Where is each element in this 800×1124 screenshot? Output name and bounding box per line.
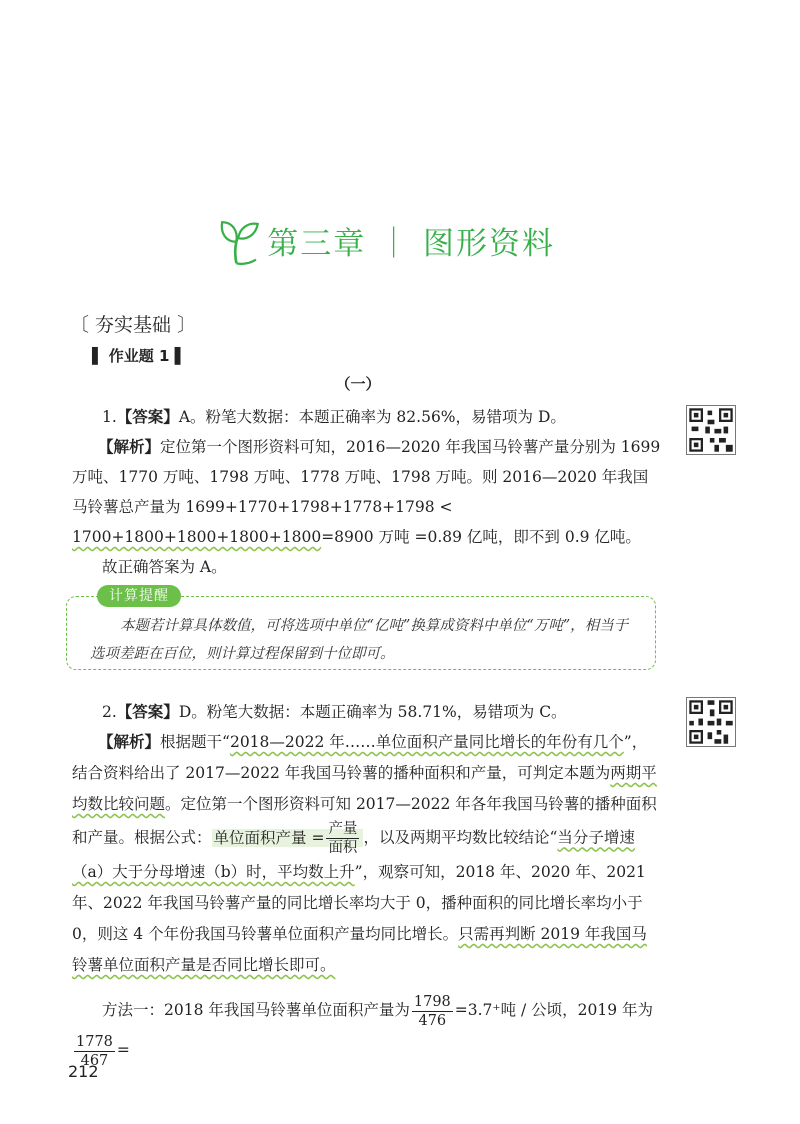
chapter-heading [215, 210, 555, 270]
sprout-icon [215, 212, 261, 268]
homework-title: ▌ 作业题 1 ▌ [92, 347, 187, 365]
section-title: 〔 夯实基础 〕 [70, 314, 197, 336]
q2-method-one: 方法一：2018 年我国马铃薯单位面积产量为 $\frac{1798}{476}$ =3.7⁺吨 / 公顷，2019 年为 $\frac{1778}{467}$ = [76, 993, 654, 1069]
formula-fraction: $\frac{\text{产量}}{\text{面积}}$ [328, 821, 358, 856]
q1-analysis: 【解析】定位第一个图形资料可知，2016—2020 年我国马铃薯产量分别为 1699 万吨、1770 万吨、1798 万吨、1778 万吨、1798 万吨。则 2016—2020 年我国马铃薯总产量为 1699+1770+1798+1778+1798 < 1700+1800+1800+1800+1800=8900 万吨 =0.89 亿吨，即不到 0.9 亿吨。 [72, 438, 661, 546]
q2-answer: 2.【答案】D。粉笔大数据：本题正确率为 58.71%，易错项为 C。 [102, 703, 567, 721]
q1-conclusion: 故正确答案为 A。 [102, 558, 227, 576]
page-number: 212 [68, 1062, 99, 1081]
q2-analysis: 【解析】根据题干“2018—2022 年……单位面积产量同比增长的年份有几个”，结合资料给出了 2017—2022 年我国马铃薯的播种面积和产量，可判定本题为两期平均数比较问题。定位第一个图形资料可知 2017—2022 年各年我国马铃薯的播种面积和产量。根据公式： 单位面积产量 = $\frac{\text{产量}}{\text{面积}}$ ，以及两期平均数比较结论“当分子增速（a）大于分母增速（b）时，平均数上升”，观察可知，2018 年、2020 年、2021 年、2022 年我国马铃薯产量的同比增长率均大于 0，播种面积的同比增长率均小于 0，则这 4 个年份我国马铃薯单位面积产量均同比增长。只需再判断 2019 年我国马铃薯单位面积产量是否同比增长即可。 [72, 733, 657, 974]
calc-tip-text: 本题若计算具体数值，可将选项中单位“亿吨”换算成资料中单位“万吨”，相当于选项差距在百位，则计算过程保留到十位即可。 [90, 618, 629, 662]
answer-tag: 【答案】 [116, 703, 179, 721]
part-title: （一） [335, 375, 381, 393]
qr-code-q1[interactable] [686, 405, 736, 455]
qr-code-q2[interactable] [686, 697, 736, 747]
analysis-tag: 【解析】 [98, 733, 161, 751]
chapter-title: 第三章 ｜ 图形资料 [267, 225, 555, 262]
calc-tip-label: 计算提醒 [97, 585, 181, 607]
analysis-tag: 【解析】 [98, 438, 161, 456]
answer-tag: 【答案】 [116, 408, 179, 426]
qr-code-icon [687, 698, 735, 746]
fraction-2018: $\frac{1798}{476}$ [413, 993, 451, 1029]
formula: 单位面积产量 = $\frac{\text{产量}}{\text{面积}}$ [212, 829, 364, 847]
q1-answer: 1.【答案】A。粉笔大数据：本题正确率为 82.56%，易错项为 D。 [102, 408, 566, 426]
fraction-2019: $\frac{1778}{467}$ [76, 1033, 113, 1069]
qr-code-icon [687, 406, 735, 454]
